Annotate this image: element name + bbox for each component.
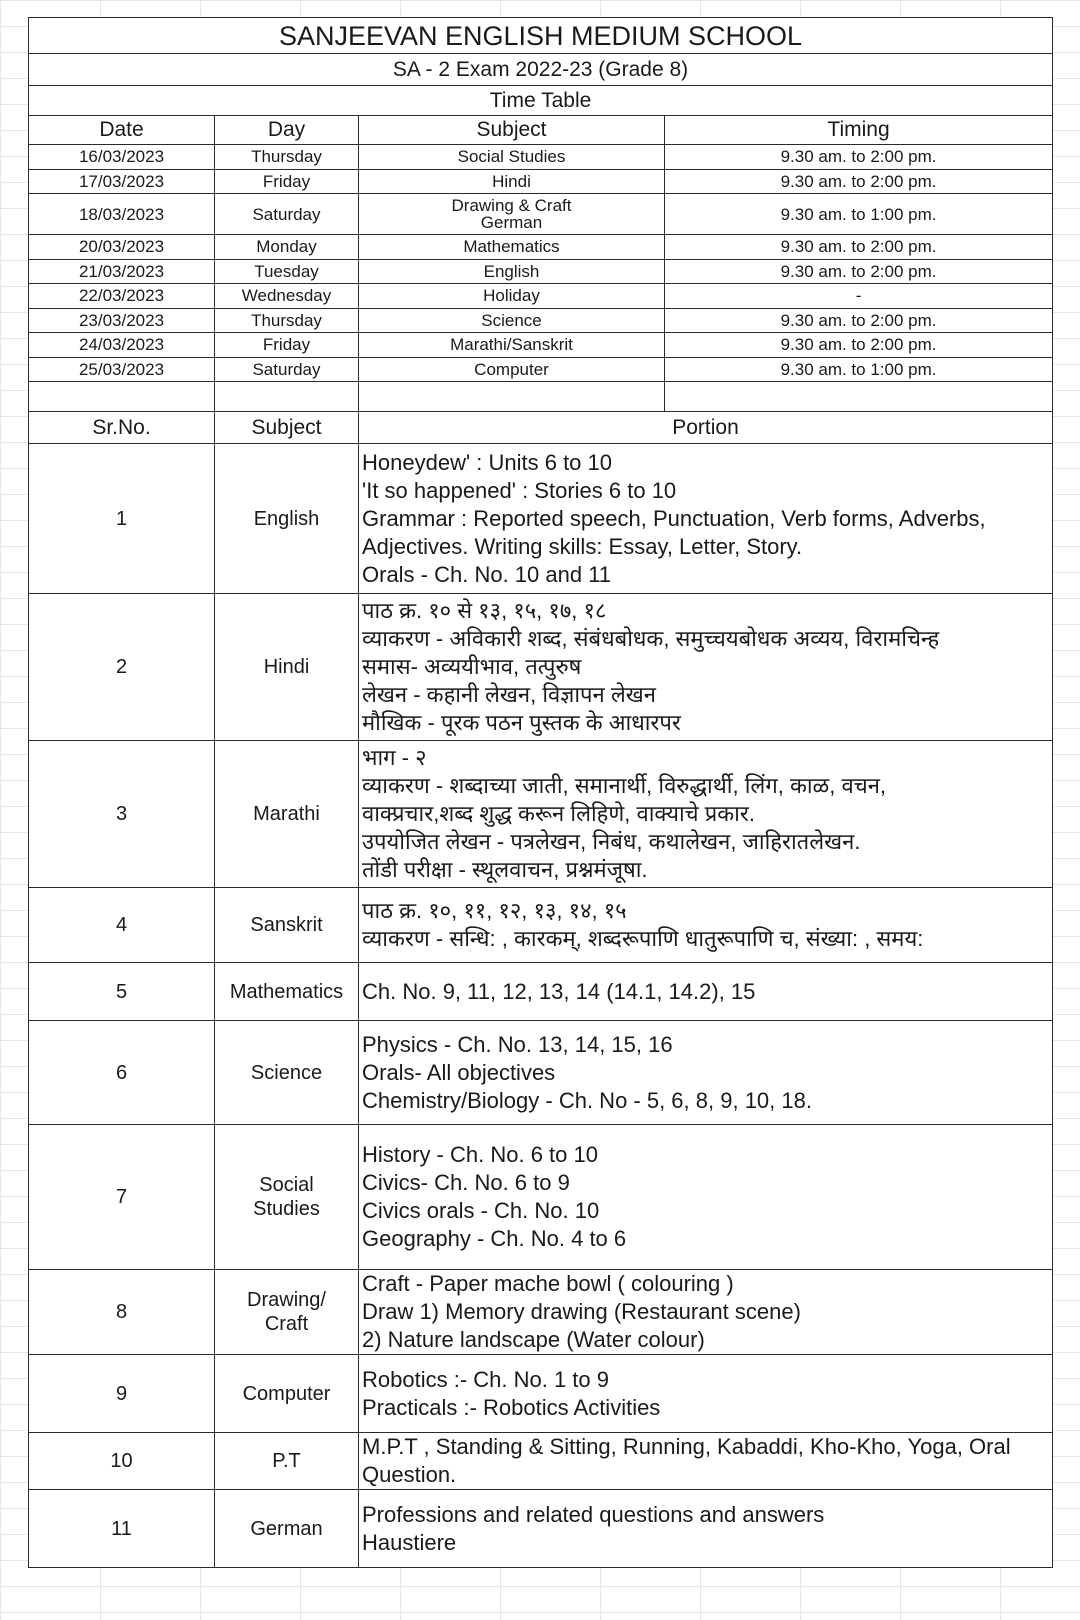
portion-row	[29, 1270, 1053, 1355]
header-timing: Timing	[665, 116, 1053, 145]
portion-subject-line: Social	[259, 1174, 314, 1196]
timetable-date: 24/03/2023	[29, 333, 215, 358]
timetable-date: 18/03/2023	[29, 194, 215, 235]
timetable-timing: -	[665, 284, 1053, 309]
portion-row	[29, 444, 1053, 594]
portion-line: पाठ क्र. १० से १३, १५, १७, १८	[362, 598, 607, 623]
portion-line: Honeydew' : Units 6 to 10	[362, 449, 613, 475]
portion-line: Chemistry/Biology - Ch. No - 5, 6, 8, 9, 10, 18.	[362, 1087, 812, 1113]
portion-subject	[215, 1490, 359, 1568]
timetable-subject-line: Drawing & Craft	[451, 196, 572, 215]
timetable-timing: 9.30 am. to 2:00 pm.	[665, 145, 1053, 170]
portion-line: व्याकरण - शब्दाच्या जाती, समानार्थी, विरुद्धार्थी, लिंग, काळ, वचन,	[362, 773, 887, 798]
portion-subject	[215, 1433, 359, 1490]
portion-row	[29, 1355, 1053, 1433]
header-portion: Portion	[359, 412, 1053, 444]
portion-subject	[215, 1270, 359, 1355]
portion-row	[29, 1433, 1053, 1490]
blank-cell	[215, 382, 359, 412]
portion-line: व्याकरण - अविकारी शब्द, संबंधबोधक, समुच्चयबोधक अव्यय, विरामचिन्ह	[362, 626, 940, 651]
header-day: Day	[215, 116, 359, 145]
timetable-subject: Computer	[359, 357, 665, 382]
timetable-date: 23/03/2023	[29, 308, 215, 333]
portion-subject-line: English	[253, 507, 320, 530]
portion-row	[29, 963, 1053, 1021]
timetable-row	[29, 259, 1053, 284]
portion-text	[359, 963, 1053, 1021]
timetable-row	[29, 357, 1053, 382]
portion-line: Civics- Ch. No. 6 to 9	[362, 1170, 570, 1195]
timetable-subject: Marathi/Sanskrit	[359, 333, 665, 358]
timetable-subject: Science	[359, 308, 665, 333]
sr-number: 5	[29, 963, 215, 1021]
timetable-timing: 9.30 am. to 2:00 pm.	[665, 308, 1053, 333]
timetable-header-row	[29, 116, 1053, 145]
timetable-row	[29, 284, 1053, 309]
portion-row	[29, 1125, 1053, 1270]
portion-text	[359, 594, 1053, 741]
portion-line: 2) Nature landscape (Water colour)	[362, 1327, 705, 1352]
sr-number: 6	[29, 1021, 215, 1125]
blank-cell	[359, 382, 665, 412]
sr-number: 3	[29, 741, 215, 888]
portion-line: Robotics :- Ch. No. 1 to 9	[362, 1366, 609, 1392]
timetable-row	[29, 145, 1053, 170]
timetable-row	[29, 194, 1053, 235]
portion-subject	[215, 1355, 359, 1433]
portion-row	[29, 1490, 1053, 1568]
timetable-timing: 9.30 am. to 1:00 pm.	[665, 357, 1053, 382]
timetable-row	[29, 169, 1053, 194]
timetable-day: Friday	[215, 333, 359, 358]
portion-text	[359, 1125, 1053, 1270]
portion-line: Professions and related questions and answers	[362, 1501, 825, 1527]
timetable-subject: English	[359, 259, 665, 284]
timetable-subject: Hindi	[359, 169, 665, 194]
portion-subject	[215, 444, 359, 594]
portion-line: Haustiere	[362, 1529, 457, 1555]
timetable-timing: 9.30 am. to 2:00 pm.	[665, 169, 1053, 194]
timetable-subject: Mathematics	[359, 235, 665, 260]
portion-row	[29, 1021, 1053, 1125]
timetable-subject-line: German	[480, 213, 543, 232]
portion-row	[29, 594, 1053, 741]
portion-subject-line: Drawing/	[247, 1289, 326, 1311]
portion-line: भाग - २	[362, 745, 427, 770]
timetable-subject	[359, 194, 665, 235]
portion-text	[359, 1270, 1053, 1355]
timetable-row	[29, 235, 1053, 260]
blank-cell	[29, 382, 215, 412]
portion-subject-line: German	[250, 1517, 323, 1540]
timetable-date: 16/03/2023	[29, 145, 215, 170]
portion-subject	[215, 963, 359, 1021]
portion-line: Practicals :- Robotics Activities	[362, 1394, 661, 1420]
portion-line: Orals- All objectives	[362, 1059, 556, 1085]
portion-text	[359, 1433, 1053, 1490]
header-date: Date	[29, 116, 215, 145]
portion-line: Adjectives. Writing skills: Essay, Letter, Story.	[362, 533, 803, 559]
blank-cell	[665, 382, 1053, 412]
portion-subject	[215, 1125, 359, 1270]
timetable-timing: 9.30 am. to 2:00 pm.	[665, 235, 1053, 260]
timetable-timing: 9.30 am. to 1:00 pm.	[665, 194, 1053, 235]
sr-number: 4	[29, 888, 215, 963]
portion-subject	[215, 1021, 359, 1125]
portion-subject-line: Mathematics	[229, 980, 344, 1003]
timetable-day: Tuesday	[215, 259, 359, 284]
portion-line: Orals - Ch. No. 10 and 11	[362, 561, 612, 587]
portion-line: उपयोजित लेखन - पत्रलेखन, निबंध, कथालेखन, जाहिरातलेखन.	[362, 829, 861, 854]
portion-text	[359, 444, 1053, 594]
portion-line: Draw 1) Memory drawing (Restaurant scene)	[362, 1299, 801, 1324]
section-title: Time Table	[29, 86, 1053, 116]
portion-line: Geography - Ch. No. 4 to 6	[362, 1226, 627, 1251]
portion-line: History - Ch. No. 6 to 10	[362, 1142, 598, 1167]
portion-subject	[215, 741, 359, 888]
portion-header-row	[29, 412, 1053, 444]
header-subject: Subject	[359, 116, 665, 145]
portion-line: Craft - Paper mache bowl ( colouring )	[362, 1271, 734, 1296]
portion-line: 'It so happened' : Stories 6 to 10	[362, 477, 677, 503]
timetable-timing: 9.30 am. to 2:00 pm.	[665, 333, 1053, 358]
sr-number: 8	[29, 1270, 215, 1355]
portion-line: तोंडी परीक्षा - स्थूलवाचन, प्रश्नमंजूषा.	[362, 857, 648, 882]
portion-row	[29, 741, 1053, 888]
portion-text	[359, 1021, 1053, 1125]
portion-line: मौखिक - पूरक पठन पुस्तक के आधारपर	[362, 710, 681, 735]
exam-title-row	[29, 54, 1053, 86]
sr-number: 7	[29, 1125, 215, 1270]
timetable-date: 17/03/2023	[29, 169, 215, 194]
timetable-day: Saturday	[215, 194, 359, 235]
portion-subject	[215, 888, 359, 963]
portion-line: M.P.T , Standing & Sitting, Running, Kabaddi, Kho-Kho, Yoga, Oral	[362, 1434, 1011, 1459]
portion-subject-line: Sanskrit	[250, 914, 323, 936]
portion-line: वाक्प्रचार,शब्द शुद्ध करून लिहिणे, वाक्याचे प्रकार.	[362, 801, 755, 826]
blank-row	[29, 382, 1053, 412]
timetable-date: 22/03/2023	[29, 284, 215, 309]
timetable-day: Monday	[215, 235, 359, 260]
timetable-row	[29, 308, 1053, 333]
sr-number: 2	[29, 594, 215, 741]
portion-line: Physics - Ch. No. 13, 14, 15, 16	[362, 1031, 673, 1057]
portion-text	[359, 1355, 1053, 1433]
portion-subject-line: Studies	[253, 1198, 320, 1220]
school-name-row	[29, 18, 1053, 54]
sheet-body	[29, 18, 1053, 1568]
exam-title: SA - 2 Exam 2022-23 (Grade 8)	[29, 54, 1053, 86]
sr-number: 9	[29, 1355, 215, 1433]
portion-line: व्याकरण - सन्धि: , कारकम्, शब्दरूपाणि धातुरूपाणि च, संख्या: , समय:	[362, 926, 924, 951]
portion-text	[359, 1490, 1053, 1568]
timetable-date: 21/03/2023	[29, 259, 215, 284]
school-name: SANJEEVAN ENGLISH MEDIUM SCHOOL	[29, 18, 1053, 54]
timetable-row	[29, 333, 1053, 358]
exam-sheet	[28, 17, 1053, 1568]
portion-line: समास- अव्ययीभाव, तत्पुरुष	[362, 654, 582, 679]
timetable-date: 20/03/2023	[29, 235, 215, 260]
header-sr-no: Sr.No.	[29, 412, 215, 444]
sr-number: 11	[29, 1490, 215, 1568]
timetable-day: Thursday	[215, 145, 359, 170]
portion-subject	[215, 594, 359, 741]
portion-subject-line: Marathi	[253, 803, 320, 825]
portion-line: Grammar : Reported speech, Punctuation, Verb forms, Adverbs,	[362, 505, 986, 531]
header-portion-subject: Subject	[215, 412, 359, 444]
timetable-timing: 9.30 am. to 2:00 pm.	[665, 259, 1053, 284]
portion-subject-line: Hindi	[263, 656, 310, 678]
timetable-date: 25/03/2023	[29, 357, 215, 382]
sr-number: 1	[29, 444, 215, 594]
portion-subject-line: Science	[250, 1061, 323, 1084]
timetable-day: Friday	[215, 169, 359, 194]
portion-text	[359, 741, 1053, 888]
portion-line: Civics orals - Ch. No. 10	[362, 1198, 600, 1223]
portion-line: Question.	[362, 1462, 457, 1487]
portion-line: लेखन - कहानी लेखन, विज्ञापन लेखन	[362, 682, 656, 707]
portion-line: Ch. No. 9, 11, 12, 13, 14 (14.1, 14.2), 15	[362, 978, 756, 1004]
portion-line: पाठ क्र. १०, ११, १२, १३, १४, १५	[362, 898, 627, 923]
portion-subject-line: P.T	[272, 1450, 301, 1472]
sr-number: 10	[29, 1433, 215, 1490]
portion-text	[359, 888, 1053, 963]
timetable-day: Wednesday	[215, 284, 359, 309]
timetable-day: Saturday	[215, 357, 359, 382]
timetable-subject: Social Studies	[359, 145, 665, 170]
portion-row	[29, 888, 1053, 963]
timetable-day: Thursday	[215, 308, 359, 333]
portion-subject-line: Computer	[242, 1382, 331, 1405]
section-title-row	[29, 86, 1053, 116]
timetable-subject: Holiday	[359, 284, 665, 309]
portion-subject-line: Craft	[264, 1313, 309, 1335]
